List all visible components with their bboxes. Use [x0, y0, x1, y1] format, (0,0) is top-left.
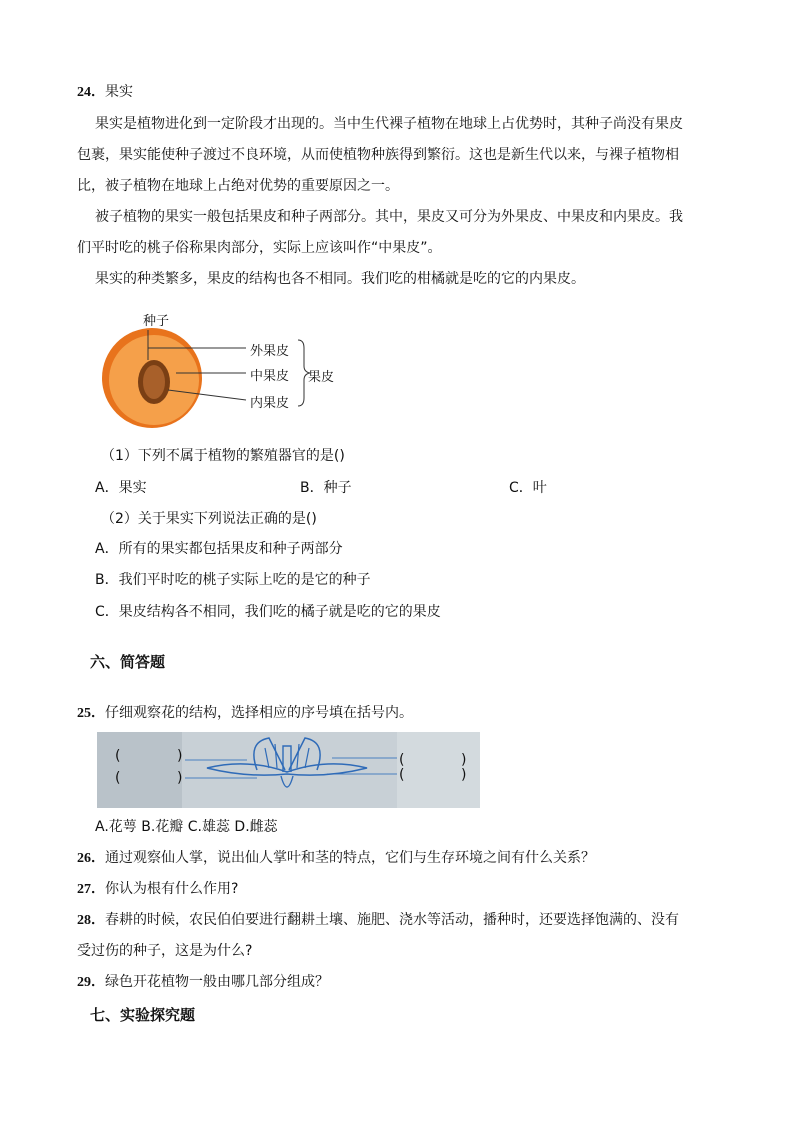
q24-sub1-option-b[interactable]: B．种子	[300, 480, 352, 496]
label-inner-peel: 内果皮	[250, 396, 290, 411]
q27-number: 27．	[77, 882, 105, 897]
q24-para2-line2: 们平时吃的桃子俗称果肉部分，实际上应该叫作“中果皮”。	[77, 240, 442, 256]
peach-seed	[143, 365, 165, 399]
blank-left-2-close[interactable]: )	[177, 770, 183, 786]
q25-number: 25．	[77, 706, 105, 721]
q24-sub1-option-a[interactable]: A．果实	[95, 480, 147, 496]
q24-para1-line1: 果实是植物进化到一定阶段才出现的。当中生代裸子植物在地球上占优势时，其种子尚没有果皮	[95, 116, 683, 132]
q24-heading	[77, 82, 133, 103]
blank-right-2-close[interactable]: )	[461, 767, 467, 783]
q24-para1-line3: 比，被子植物在地球上占绝对优势的重要原因之一。	[77, 178, 399, 194]
section6-title: 六、简答题	[90, 653, 166, 671]
q24-title: 果实	[105, 84, 133, 100]
q24-sub2-option-b[interactable]: B．我们平时吃的桃子实际上吃的是它的种子	[95, 572, 371, 588]
q24-number: 24．	[77, 85, 105, 100]
q25-options: A.花萼 B.花瓣 C.雄蕊 D.雌蕊	[95, 819, 278, 835]
blank-left-2-open[interactable]: (	[115, 770, 121, 786]
q29-text: 绿色开花植物一般由哪几部分组成？	[105, 974, 329, 990]
q26-text: 通过观察仙人掌，说出仙人掌叶和茎的特点，它们与生存环境之间有什么关系？	[105, 850, 595, 866]
sepal-outline	[207, 764, 367, 775]
q24-sub1-option-c[interactable]: C．叶	[509, 480, 547, 496]
blank-left-1-open[interactable]: (	[115, 748, 121, 764]
q24-para1-line2: 包裹，果实能使种子渡过不良环境，从而使植物种族得到繁衍。这也是新生代以来，与裸子植物相	[77, 147, 679, 163]
label-middle-peel: 中果皮	[250, 369, 290, 384]
blank-right-2-open[interactable]: (	[399, 767, 405, 783]
label-pericarp: 果皮	[308, 370, 335, 385]
ovary	[281, 776, 293, 787]
flower-structure-figure	[97, 732, 480, 808]
q24-para3: 果实的种类繁多，果皮的结构也各不相同。我们吃的柑橘就是吃的它的内果皮。	[95, 271, 585, 287]
blank-right-1-close[interactable]: )	[461, 752, 467, 768]
q24-para2-line1: 被子植物的果实一般包括果皮和种子两部分。其中，果皮又可分为外果皮、中果皮和内果皮。我	[95, 209, 683, 225]
q24-sub2-stem: （2）关于果实下列说法正确的是()	[101, 511, 317, 527]
blank-right-1-open[interactable]: (	[399, 752, 405, 768]
q29-number: 29．	[77, 975, 105, 990]
q28-line1: 春耕的时候，农民伯伯要进行翻耕土壤、施肥、浇水等活动，播种时，还要选择饱满的、没有	[105, 912, 679, 928]
q27-text: 你认为根有什么作用?	[105, 881, 239, 897]
section7-title: 七、实验探究题	[90, 1006, 196, 1024]
q25-text: 仔细观察花的结构，选择相应的序号填在括号内。	[105, 705, 413, 721]
q28-line2: 受过伤的种子，这是为什么?	[77, 943, 253, 959]
q24-sub2-option-c[interactable]: C．果皮结构各不相同，我们吃的橘子就是吃的它的果皮	[95, 604, 441, 620]
flower-drawing	[97, 732, 480, 808]
q24-sub1-stem: （1）下列不属于植物的繁殖器官的是()	[101, 448, 345, 464]
blank-left-1-close[interactable]: )	[177, 748, 183, 764]
stamens	[265, 744, 309, 768]
q24-sub2-option-a[interactable]: A．所有的果实都包括果皮和种子两部分	[95, 541, 343, 557]
q28-number: 28．	[77, 913, 105, 928]
label-seed: 种子	[143, 314, 170, 329]
q26-number: 26．	[77, 851, 105, 866]
label-outer-peel: 外果皮	[250, 344, 290, 359]
